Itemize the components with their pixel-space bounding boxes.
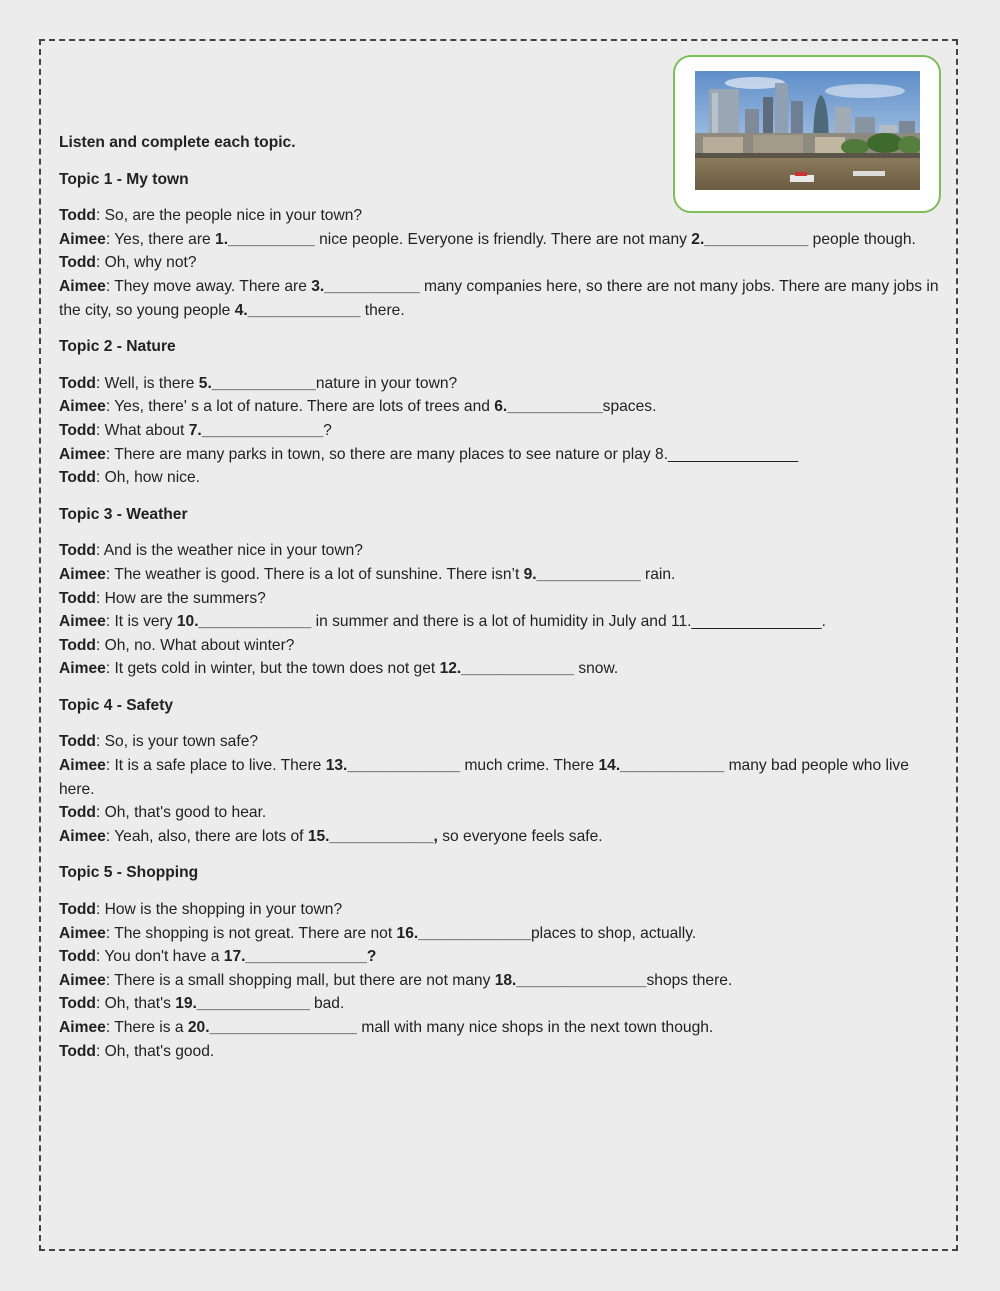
dialogue-line bbox=[59, 563, 939, 587]
dialogue-text: : Oh, how nice. bbox=[95, 469, 200, 487]
dialogue-line bbox=[59, 251, 939, 275]
dialogue-text: spaces. bbox=[602, 398, 657, 416]
dialogue-text: : Yes, there' s a lot of nature. There are lots of trees and bbox=[105, 398, 495, 416]
dialogue-line bbox=[59, 898, 939, 922]
dialogue-text: : Yes, there are bbox=[105, 230, 216, 248]
speaker-name: Aimee bbox=[59, 613, 106, 631]
dialogue-line bbox=[59, 419, 939, 443]
dialogue-line bbox=[59, 395, 939, 419]
answer-blank[interactable]: 13._____________ bbox=[325, 757, 461, 775]
answer-blank[interactable]: 10._____________ bbox=[176, 613, 312, 631]
answer-blank[interactable]: 15.____________, bbox=[307, 827, 438, 845]
dialogue-text: shops there. bbox=[646, 971, 733, 989]
dialogue-text: : Oh, why not? bbox=[95, 254, 197, 272]
dialogue-text: there. bbox=[360, 301, 405, 319]
dialogue-line bbox=[59, 466, 939, 490]
speaker-name: Todd bbox=[59, 207, 96, 225]
dialogue-line bbox=[59, 587, 939, 611]
speaker-name: Todd bbox=[59, 374, 96, 392]
dialogue-line bbox=[59, 801, 939, 825]
speaker-name: Aimee bbox=[59, 757, 106, 775]
dialogue-text: : It gets cold in winter, but the town does not get bbox=[105, 660, 440, 678]
answer-blank[interactable]: 3.___________ bbox=[311, 277, 420, 295]
instruction-heading: Listen and complete each topic. bbox=[59, 134, 296, 151]
speaker-name: Aimee bbox=[59, 565, 106, 583]
dialogue-line bbox=[59, 610, 939, 634]
dialogue-text: snow. bbox=[573, 660, 619, 678]
dialogue-line bbox=[59, 992, 939, 1016]
dialogue-line bbox=[59, 922, 939, 946]
dialogue-line bbox=[59, 539, 939, 563]
dialogue-line bbox=[59, 945, 939, 969]
dialogue-text: : There is a small shopping mall, but there are not many bbox=[105, 971, 495, 989]
speaker-name: Todd bbox=[59, 733, 96, 751]
speaker-name: Aimee bbox=[59, 230, 106, 248]
dialogue-text: nice people. Everyone is friendly. There are not many bbox=[314, 230, 692, 248]
topic-title: Topic 4 - Safety bbox=[59, 696, 174, 714]
dialogue-text: : Yeah, also, there are lots of bbox=[105, 827, 308, 845]
dialogue-block bbox=[59, 372, 939, 490]
dialogue-text: : What about bbox=[95, 421, 189, 439]
dialogue-line bbox=[59, 969, 939, 993]
dialogue-text: : How is the shopping in your town? bbox=[95, 901, 343, 919]
speaker-name: Aimee bbox=[59, 1019, 106, 1036]
dialogue-text: : The weather is good. There is a lot of sunshine. There isn’t bbox=[105, 565, 524, 583]
answer-blank[interactable]: 5.____________ bbox=[198, 374, 316, 392]
dialogue-line bbox=[59, 1016, 939, 1040]
answer-blank[interactable]: 17.______________? bbox=[223, 948, 377, 966]
answer-blank[interactable]: 14.____________ bbox=[598, 757, 725, 775]
dialogue-text: : Oh, that's good. bbox=[95, 1042, 215, 1060]
speaker-name: Todd bbox=[59, 469, 96, 487]
dialogue-text: nature in your town? bbox=[315, 374, 458, 392]
answer-blank[interactable]: 18._______________ bbox=[494, 971, 647, 989]
dialogue-text: : The shopping is not great. There are not bbox=[105, 924, 397, 942]
dialogue-text: : And is the weather nice in your town? bbox=[95, 542, 363, 560]
answer-blank[interactable]: 16._____________ bbox=[396, 924, 531, 942]
dialogue-text: so everyone feels safe. bbox=[437, 827, 603, 845]
speaker-name: Todd bbox=[59, 948, 96, 966]
speaker-name: Todd bbox=[59, 254, 96, 272]
dialogue-text: many bad people who live here. bbox=[59, 757, 909, 798]
dialogue-text: : Well, is there bbox=[95, 374, 199, 392]
answer-blank[interactable]: 4._____________ bbox=[234, 301, 361, 319]
dialogue-text: mall with many nice shops in the next town though. bbox=[357, 1019, 714, 1036]
speaker-name: Aimee bbox=[59, 277, 106, 295]
speaker-name: Aimee bbox=[59, 971, 106, 989]
topic-title: Topic 3 - Weather bbox=[59, 505, 188, 523]
speaker-name: Aimee bbox=[59, 924, 106, 942]
answer-blank[interactable]: 7.______________ bbox=[188, 421, 324, 439]
worksheet-content bbox=[59, 131, 939, 1076]
speaker-name: Todd bbox=[59, 636, 96, 654]
dialogue-text: rain. bbox=[640, 565, 676, 583]
dialogue-text: : There are many parks in town, so there are many places to see nature or play 8._______________ bbox=[105, 445, 799, 463]
speaker-name: Todd bbox=[59, 901, 96, 919]
speaker-name: Todd bbox=[59, 589, 96, 607]
dialogue-text: : Oh, no. What about winter? bbox=[95, 636, 295, 654]
dialogue-text: in summer and there is a lot of humidity in July and 11._______________. bbox=[311, 613, 826, 631]
topic-title: Topic 2 - Nature bbox=[59, 338, 176, 356]
dialogue-block bbox=[59, 730, 939, 848]
dialogue-text: ? bbox=[323, 421, 332, 439]
dialogue-text: : You don't have a bbox=[95, 948, 224, 966]
dialogue-line bbox=[59, 825, 939, 849]
dialogue-text: : Oh, that's bbox=[95, 995, 176, 1013]
dialogue-line bbox=[59, 228, 939, 252]
dialogue-line bbox=[59, 372, 939, 396]
dialogue-block bbox=[59, 898, 939, 1063]
dialogue-line bbox=[59, 275, 939, 322]
speaker-name: Todd bbox=[59, 421, 96, 439]
speaker-name: Todd bbox=[59, 995, 96, 1013]
answer-blank[interactable]: 20._________________ bbox=[187, 1019, 357, 1036]
speaker-name: Aimee bbox=[59, 660, 106, 678]
dialogue-text: much crime. There bbox=[460, 757, 599, 775]
dialogue-text: many companies here, so there are not many jobs. There are many jobs in the city, so young people bbox=[59, 277, 939, 319]
dialogue-line bbox=[59, 204, 939, 228]
dialogue-text: : Oh, that's good to hear. bbox=[95, 804, 267, 822]
speaker-name: Todd bbox=[59, 804, 96, 822]
dialogue-text: : They move away. There are bbox=[105, 277, 312, 295]
dialogue-text: : So, are the people nice in your town? bbox=[95, 207, 363, 225]
dialogue-block bbox=[59, 204, 939, 322]
dialogue-block bbox=[59, 539, 939, 681]
speaker-name: Aimee bbox=[59, 445, 106, 463]
answer-blank[interactable]: 9.____________ bbox=[523, 565, 641, 583]
topic-title: Topic 1 - My town bbox=[59, 170, 189, 188]
dialogue-line bbox=[59, 754, 939, 801]
dialogue-line bbox=[59, 1040, 939, 1064]
dialogue-text: people though. bbox=[808, 230, 916, 248]
answer-blank[interactable]: 12._____________ bbox=[439, 660, 574, 678]
speaker-name: Todd bbox=[59, 1042, 96, 1060]
dialogue-text: places to shop, actually. bbox=[530, 924, 697, 942]
dialogue-line bbox=[59, 730, 939, 754]
dialogue-line bbox=[59, 657, 939, 681]
answer-blank[interactable]: 19._____________ bbox=[175, 995, 310, 1013]
speaker-name: Todd bbox=[59, 542, 96, 560]
dialogue-text: : How are the summers? bbox=[95, 589, 266, 607]
dialogue-text: : It is a safe place to live. There bbox=[105, 757, 326, 775]
speaker-name: Aimee bbox=[59, 827, 106, 845]
dialogue-text: : So, is your town safe? bbox=[95, 733, 259, 751]
answer-blank[interactable]: 1.__________ bbox=[215, 230, 315, 248]
topic-title: Topic 5 - Shopping bbox=[59, 864, 199, 882]
dialogue-text: : There is a bbox=[105, 1019, 188, 1036]
dialogue-line bbox=[59, 443, 939, 467]
speaker-name: Aimee bbox=[59, 398, 106, 416]
dialogue-text: : It is very bbox=[105, 613, 177, 631]
dialogue-text: bad. bbox=[309, 995, 345, 1013]
answer-blank[interactable]: 2.____________ bbox=[691, 230, 809, 248]
topics-container bbox=[59, 168, 939, 1064]
dialogue-line bbox=[59, 634, 939, 658]
answer-blank[interactable]: 6.___________ bbox=[494, 398, 603, 416]
